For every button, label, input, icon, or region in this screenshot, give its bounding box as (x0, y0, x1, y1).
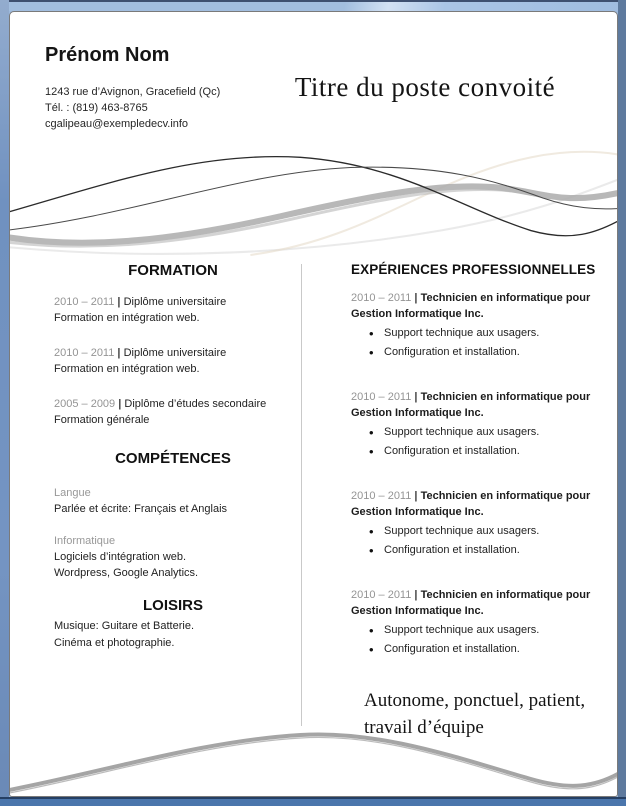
closing-line: travail d’équipe (364, 717, 484, 738)
education-entry (54, 295, 296, 326)
education-entry (54, 397, 296, 428)
bullet-item: • Support technique aux usagers. (351, 621, 607, 640)
section-heading-competences: COMPÉTENCES (115, 450, 231, 467)
contact-address: 1243 rue d’Avignon, Gracefield (Qc) (45, 86, 221, 98)
contact-email: cgalipeau@exempledecv.info (45, 118, 189, 130)
entry-separator: | (118, 398, 122, 410)
entry-dates: 2010 – 2011 (351, 292, 412, 304)
right-column (351, 262, 607, 741)
column-divider (301, 264, 302, 726)
entry-company: Gestion Informatique Inc. (351, 406, 484, 419)
entry-role: Technicien en informatique pour (420, 490, 591, 502)
person-name: Prénom Nom (45, 44, 170, 66)
entry-detail: Formation en intégration web. (54, 311, 200, 324)
decorative-wave-bottom (10, 715, 617, 797)
entry-degree: Diplôme universitaire (123, 296, 227, 308)
decorative-wave-middle (10, 137, 617, 257)
job-title: Titre du poste convoité (294, 72, 556, 102)
bullet-item: • Configuration et installation. (351, 541, 607, 560)
section-heading-experiences: EXPÉRIENCES PROFESSIONNELLES (351, 262, 596, 277)
section-heading-formation: FORMATION (128, 262, 218, 279)
entry-detail: Formation en intégration web. (54, 362, 200, 375)
entry-dates: 2010 – 2011 (54, 347, 115, 359)
experience-entry (351, 489, 607, 560)
entry-dates: 2010 – 2011 (351, 589, 412, 601)
skill-group (54, 533, 296, 581)
entry-company: Gestion Informatique Inc. (351, 604, 484, 617)
bullet-item: • Configuration et installation. (351, 640, 607, 659)
skill-line: Wordpress, Google Analytics. (54, 567, 199, 579)
cv-sheet (9, 11, 618, 797)
entry-role: Technicien en informatique pour (420, 589, 591, 601)
entry-bullets (351, 522, 607, 560)
frame-left-band (0, 0, 9, 806)
entry-company: Gestion Informatique Inc. (351, 505, 484, 518)
experience-entry (351, 291, 607, 362)
entry-dates: 2010 – 2011 (351, 391, 412, 403)
experience-entry (351, 390, 607, 461)
section-heading-loisirs: LOISIRS (142, 597, 203, 614)
experience-entry (351, 588, 607, 659)
hobby-line: Cinéma et photographie. (54, 636, 175, 649)
entry-separator: | (414, 589, 418, 601)
entry-bullets (351, 621, 607, 659)
bullet-item: • Support technique aux usagers. (351, 324, 607, 343)
education-entry (54, 346, 296, 377)
bullet-item: • Support technique aux usagers. (351, 522, 607, 541)
skill-line: Parlée et écrite: Français et Anglais (54, 503, 228, 515)
entry-separator: | (117, 296, 121, 308)
frame-bottom-band (0, 797, 626, 806)
skill-group-label: Informatique (54, 535, 116, 547)
entry-dates: 2005 – 2009 (54, 398, 116, 410)
entry-bullets (351, 423, 607, 461)
entry-separator: | (414, 490, 418, 502)
entry-dates: 2010 – 2011 (54, 296, 115, 308)
entry-separator: | (117, 347, 121, 359)
entry-separator: | (414, 391, 418, 403)
skill-group (54, 485, 296, 517)
hobby-line: Musique: Guitare et Batterie. (54, 620, 195, 632)
closing-line: Autonome, ponctuel, patient, (364, 690, 586, 711)
entry-separator: | (414, 292, 418, 304)
entry-company: Gestion Informatique Inc. (351, 307, 484, 320)
skill-group-label: Langue (54, 487, 91, 499)
contact-block (45, 84, 220, 132)
left-column (50, 262, 296, 651)
frame-right-band (618, 0, 626, 806)
entry-detail: Formation générale (54, 413, 150, 426)
entry-degree: Diplôme d’études secondaire (124, 398, 267, 410)
entry-degree: Diplôme universitaire (123, 347, 227, 359)
entry-role: Technicien en informatique pour (420, 292, 591, 304)
bullet-item: • Support technique aux usagers. (351, 423, 607, 442)
skill-line: Logiciels d’intégration web. (54, 551, 187, 563)
frame-top-band (0, 0, 626, 11)
entry-bullets (351, 324, 607, 362)
entry-dates: 2010 – 2011 (351, 490, 412, 502)
bullet-item: • Configuration et installation. (351, 343, 607, 362)
entry-role: Technicien en informatique pour (420, 391, 591, 403)
contact-phone: Tél. : (819) 463-8765 (45, 102, 148, 114)
bullet-item: • Configuration et installation. (351, 442, 607, 461)
